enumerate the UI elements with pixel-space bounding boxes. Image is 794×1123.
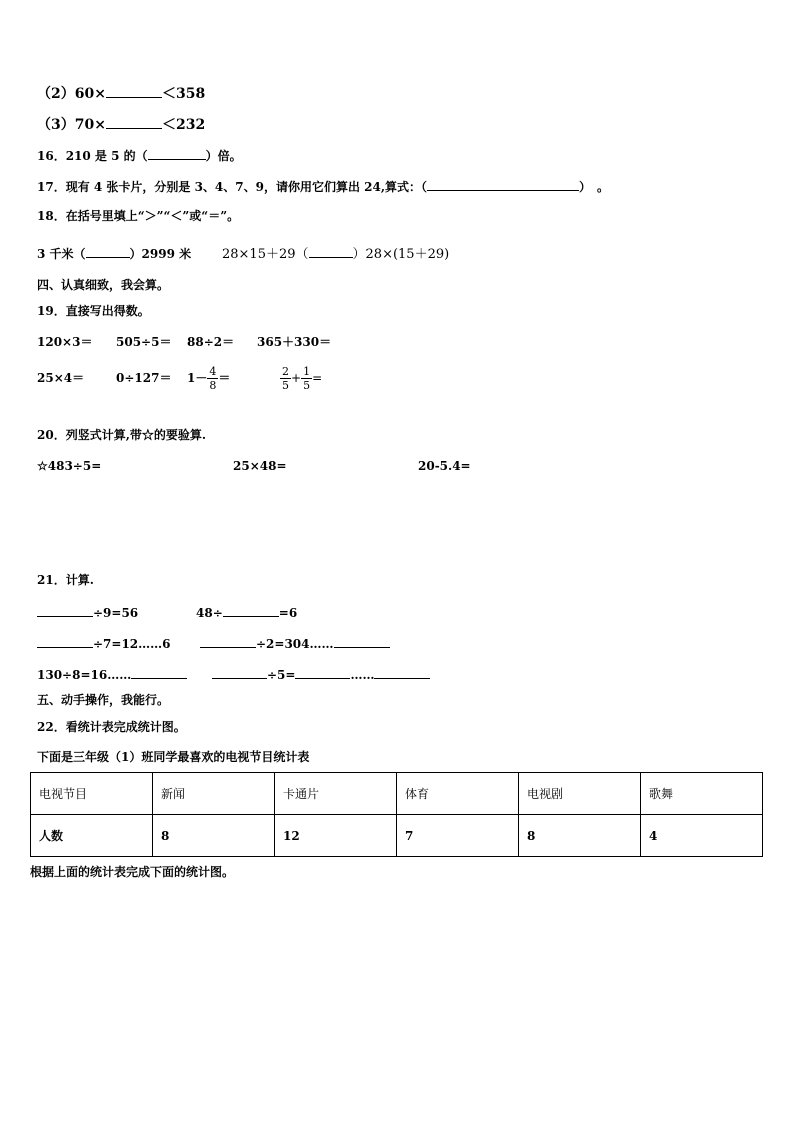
q21-r3b-blank-1[interactable] [212,665,267,679]
table-cell: 8 [153,815,275,857]
q20-title: 20．列竖式计算,带☆的要验算. [37,428,207,442]
question-16 [37,146,242,164]
section-4-heading: 四、认真细致，我会算。 [37,278,170,292]
q19-fraction-4-8 [207,365,218,392]
table-cell: 人数 [31,815,153,857]
q21-r3b-blank-2[interactable] [295,665,350,679]
table-header-cell: 卡通片 [275,773,397,815]
q19-equals: = [312,371,323,385]
q21-r1b-post: =6 [278,606,298,620]
q18-b-blank[interactable] [309,244,353,258]
table-header-cell: 歌舞 [641,773,763,815]
q18-b-right: ）28×(15＋29) [352,247,450,262]
q21-r2a-blank[interactable] [37,634,93,648]
q18-item-b [222,244,449,263]
table-cell: 12 [275,815,397,857]
q19-r2-1: 25×4＝ [37,371,85,385]
question-17 [37,177,609,195]
q21-r3b-blank-3[interactable] [374,665,430,679]
table-header-cell: 体育 [397,773,519,815]
q15-item-3 [37,115,205,133]
q16-text-b: ）倍。 [205,149,242,163]
q21-r1a-blank[interactable] [37,603,93,617]
table-header-cell: 新闻 [153,773,275,815]
q21-r1b-pre: 48÷ [196,606,223,620]
q21-r3a-blank[interactable] [131,665,187,679]
q19-r2-4 [280,358,322,398]
frac-den: 5 [303,379,311,392]
q22-title: 22．看统计表完成统计图。 [37,720,186,734]
q19-r2-3-suffix: ＝ [218,371,231,385]
q17-blank[interactable] [427,177,579,191]
q19-r2-3-prefix: 1－ [187,371,208,385]
table-row [31,773,763,815]
frac-den: 8 [209,379,217,392]
q21-r2b-text: ÷2=304…… [256,637,334,651]
q18-a-blank[interactable] [86,244,130,258]
table-row [31,815,763,857]
q19-fraction-1-5 [301,365,312,392]
q21-r1a [37,603,138,621]
q20-item-2: 25×48= [233,459,287,473]
q16-blank[interactable] [148,146,206,160]
q20-item-3: 20-5.4= [418,459,471,473]
q15-item-2-suffix: ＜358 [161,86,206,102]
q19-r1-1: 120×3＝ [37,335,93,349]
q20-item-1: ☆483÷5= [37,459,102,473]
q15-item-3-blank[interactable] [106,115,162,129]
table-cell: 4 [641,815,763,857]
q21-r2b-blank-1[interactable] [200,634,256,648]
frac-num: 2 [282,365,289,378]
q17-text-a: 17．现有 4 张卡片，分别是 3、4、7、9，请你用它们算出 24,算式：（ [37,180,428,194]
table-header-cell: 电视剧 [519,773,641,815]
q21-r3a-text: 130÷8=16…… [37,668,132,682]
q19-r2-3 [187,358,230,398]
q17-text-b: ） 。 [579,180,610,194]
q21-r3b [212,665,430,683]
q19-title: 19．直接写出得数。 [37,304,150,318]
tv-program-stat-table [30,772,763,857]
table-cell: 7 [397,815,519,857]
frac-num: 1 [303,365,311,378]
q18-a-right: ）2999 米 [129,247,192,261]
q19-r1-4: 365＋330＝ [257,335,332,349]
q19-r1-3: 88÷2＝ [187,335,235,349]
q21-r3b-mid: ÷5= [267,668,296,682]
q21-r3b-dots: …… [350,668,375,682]
q16-text-a: 16．210 是 5 的（ [37,149,148,163]
q18-title: 18．在括号里填上“＞”“＜”或“＝”。 [37,209,240,223]
q21-r1a-text: ÷9=56 [93,606,139,620]
q15-item-3-suffix: ＜232 [161,117,206,133]
q21-r2b-blank-2[interactable] [334,634,390,648]
q21-r2b [200,634,390,652]
frac-num: 4 [209,365,217,378]
q21-title: 21．计算. [37,573,94,587]
q22-table-caption: 下面是三年级（1）班同学最喜欢的电视节目统计表 [37,750,310,764]
q21-r1b-blank[interactable] [223,603,279,617]
table-header-cell: 电视节目 [31,773,153,815]
q18-b-left: 28×15＋29（ [222,247,309,262]
q19-fraction-2-5 [280,365,291,392]
q21-r1b [196,603,297,621]
q15-item-2 [37,84,205,102]
q21-r2a [37,634,171,652]
q19-r1-2: 505÷5＝ [116,335,172,349]
q15-item-2-prefix: （2）60× [37,86,106,102]
frac-den: 5 [282,379,289,392]
q18-item-a [37,244,191,262]
q19-r2-2: 0÷127＝ [116,371,172,385]
q21-r2a-text: ÷7=12……6 [93,637,171,651]
q21-r3a [37,665,187,683]
q15-item-3-prefix: （3）70× [37,117,106,133]
q15-item-2-blank[interactable] [106,84,162,98]
q18-a-left: 3 千米（ [37,247,86,261]
q19-plus: + [291,371,302,385]
section-5-heading: 五、动手操作，我能行。 [37,693,170,707]
q22-instruction: 根据上面的统计表完成下面的统计图。 [30,865,235,879]
table-cell: 8 [519,815,641,857]
